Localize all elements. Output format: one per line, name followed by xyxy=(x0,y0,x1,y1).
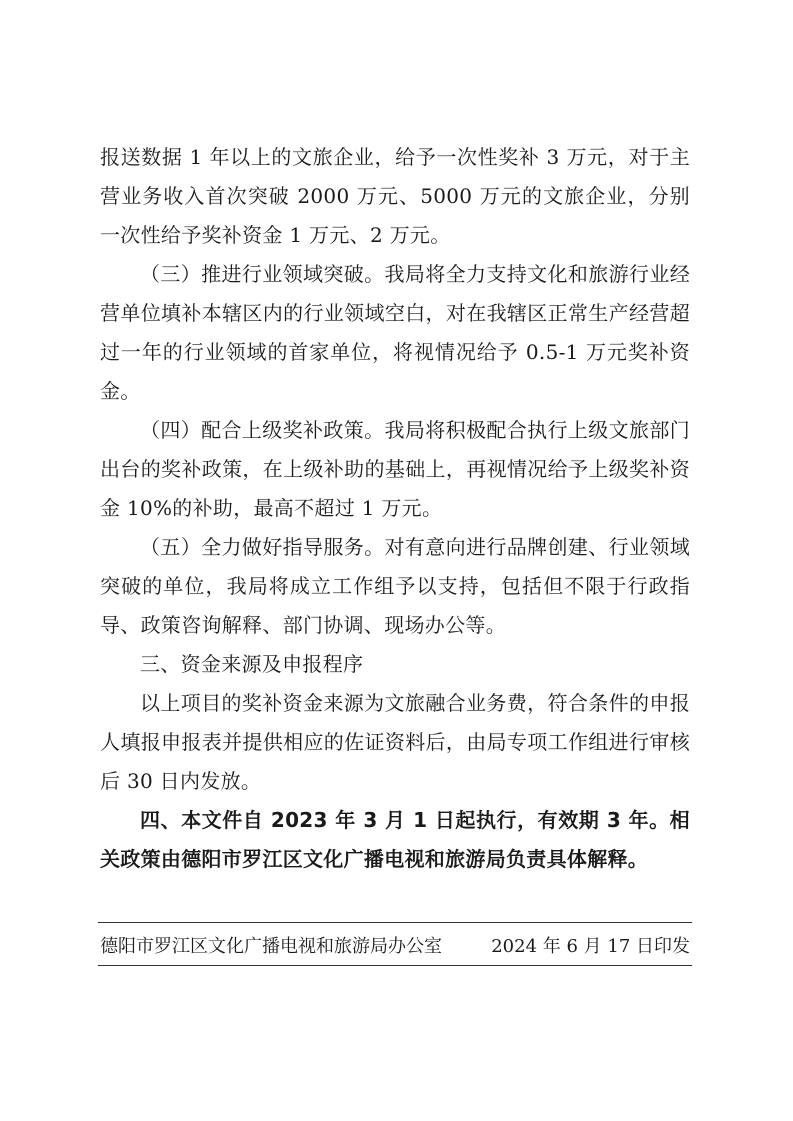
paragraph-continuation: 报送数据 1 年以上的文旅企业，给予一次性奖补 3 万元，对于主营业务收入首次突破 2000 万元、5000 万元的文旅企业，分别一次性给予奖补资金 1 万元、2 万元。 xyxy=(100,145,690,247)
footer-date: 2024 年 6 月 17 日印发 xyxy=(491,936,690,957)
footer-divider-top xyxy=(98,922,692,923)
section-3-text: 以上项目的奖补资金来源为文旅融合业务费，符合条件的申报人填报申报表并提供相应的佐证资料后，由局专项工作组进行审核后 30 日内发放。 xyxy=(100,691,690,793)
paragraph-item-5: （五）全力做好指导服务。对有意向进行品牌创建、行业领域突破的单位，我局将成立工作组予以支持，包括但不限于行政指导、政策咨询解释、部门协调、现场办公等。 xyxy=(100,535,690,637)
document-body xyxy=(100,138,690,879)
footer-issuer: 德阳市罗江区文化广播电视和旅游局办公室 xyxy=(100,936,442,957)
footer-divider-bottom xyxy=(98,965,692,966)
footer xyxy=(100,934,690,960)
section-4-text: 四、本文件自 2023 年 3 月 1 日起执行，有效期 3 年。相关政策由德阳市罗江区文化广播电视和旅游局负责具体解释。 xyxy=(100,808,690,871)
paragraph-item-3: （三）推进行业领域突破。我局将全力支持文化和旅游行业经营单位填补本辖区内的行业领域空白，对在我辖区正常生产经营超过一年的行业领域的首家单位，将视情况给予 0.5-1 万元奖补资金。 xyxy=(100,262,690,403)
section-3-heading: 三、资金来源及申报程序 xyxy=(140,652,364,676)
paragraph-item-4: （四）配合上级奖补政策。我局将积极配合执行上级文旅部门出台的奖补政策，在上级补助的基础上，再视情况给予上级奖补资金 10%的补助，最高不超过 1 万元。 xyxy=(100,418,690,520)
